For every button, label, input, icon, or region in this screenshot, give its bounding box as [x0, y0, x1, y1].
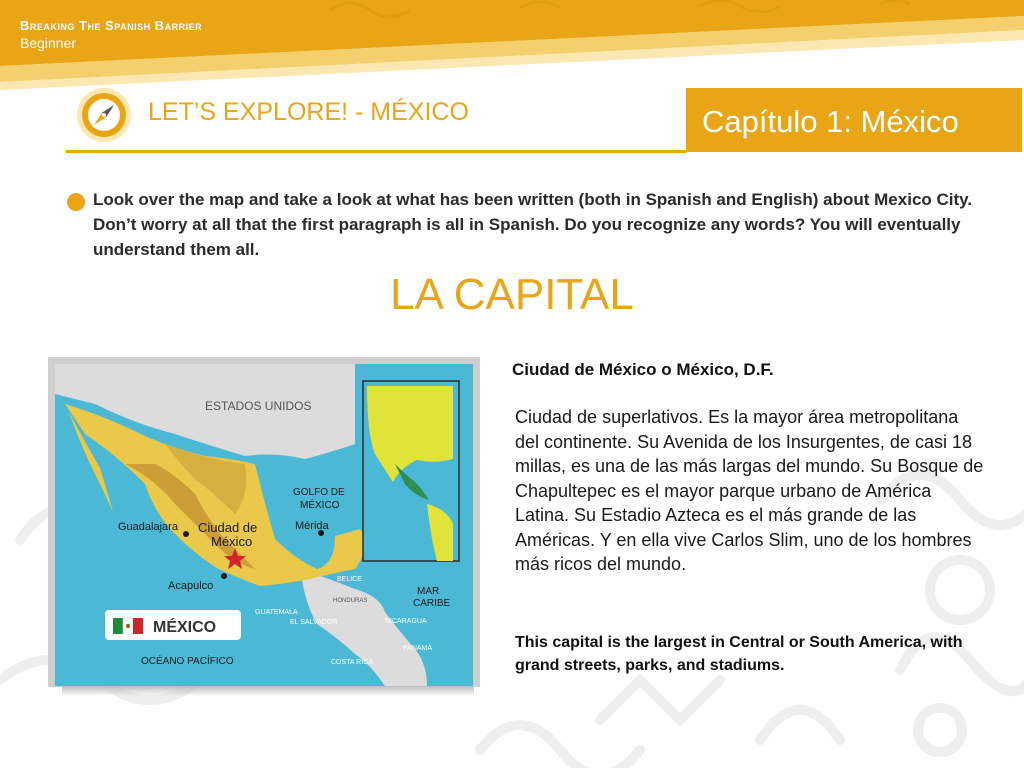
label-golfo-1: GOLFO DE [293, 487, 345, 498]
country-badge-label: MÉXICO [153, 619, 217, 636]
compass-icon [76, 87, 132, 143]
label-panama: PANAMÁ [403, 645, 433, 652]
label-estados-unidos: ESTADOS UNIDOS [205, 399, 312, 413]
label-oceano-pacifico: OCÉANO PACÍFICO [141, 656, 234, 667]
intro-instructions: Look over the map and take a look at what has been written (both in Spanish and English) about Mexico City. Don’t worry at all that the first paragraph is all in Spanish. Do you recognize any words? You will eventually understand them all. [93, 190, 973, 259]
brand-level: Beginner [20, 35, 77, 51]
bullet-dot [67, 193, 85, 211]
label-ciudad-2: México [211, 534, 253, 549]
main-heading: LA CAPITAL [390, 270, 634, 319]
label-ciudad-1: Ciudad de [198, 520, 258, 535]
label-merida: Mérida [295, 520, 329, 532]
english-paragraph: This capital is the largest in Central or South America, with grand streets, parks, and stadiums. [515, 634, 963, 674]
header-divider [66, 150, 686, 153]
label-el-salvador: EL SALVADOR [290, 619, 338, 626]
mexico-map [55, 364, 473, 686]
label-guadalajara: Guadalajara [118, 521, 178, 533]
label-mar-1: MAR [417, 586, 440, 597]
label-belice: BELICE [337, 576, 362, 583]
top-banner [0, 0, 1024, 90]
label-golfo-2: MÉXICO [300, 500, 340, 511]
label-nicaragua: NICARAGUA [385, 618, 427, 625]
section-title: LET’S EXPLORE! - MÉXICO [148, 98, 469, 126]
label-acapulco: Acapulco [168, 580, 214, 592]
chapter-title: Capítulo 1: México [702, 104, 959, 139]
label-mar-2: CARIBE [413, 598, 451, 609]
brand-title: Breaking The Spanish Barrier [20, 18, 203, 33]
label-guatemala: GUATEMALA [255, 609, 298, 616]
label-honduras: HONDURAS [333, 598, 368, 604]
article-subtitle: Ciudad de México o México, D.F. [512, 360, 774, 379]
map-shadow [62, 686, 474, 696]
label-costa-rica: COSTA RICA [331, 659, 373, 666]
spanish-paragraph: Ciudad de superlativos. Es la mayor área metropolitana del continente. Su Avenida de los Insurgentes, de casi 18 millas, es una de las más largas del mundo. Su Bosque de Chapultepec es el mayor parque urbano de América Latina. Su Estadio Azteca es el más grande de las Américas. Y en ella vive Carlos Slim, uno de los hombres más ricos del mundo. [515, 407, 984, 574]
